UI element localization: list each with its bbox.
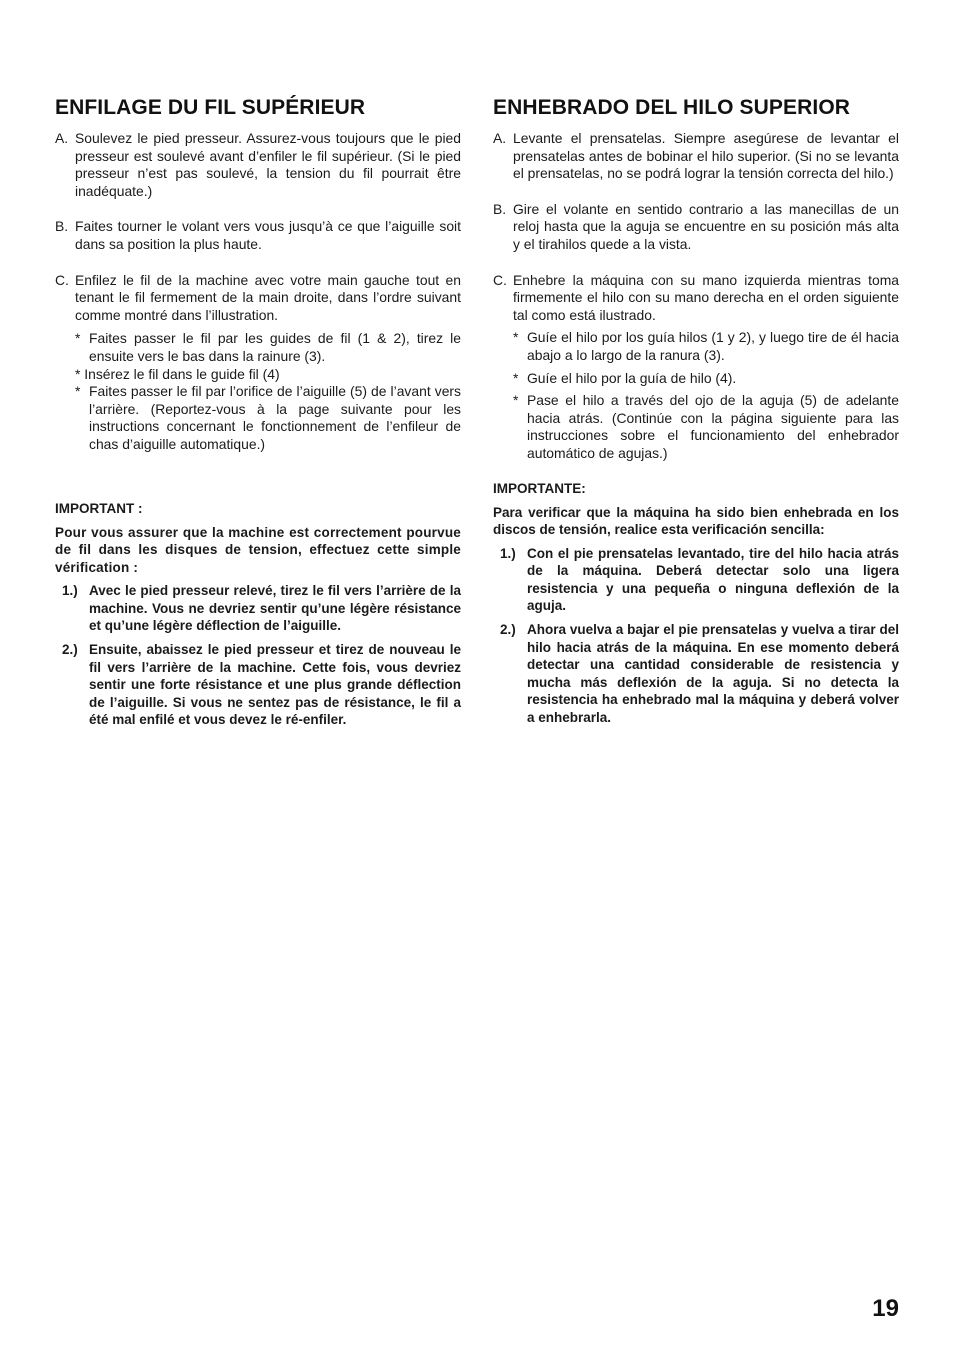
page-number: 19 bbox=[872, 1295, 899, 1322]
french-step-a: A. Soulevez le pied presseur. Assurez-vous toujours que le pied presseur est soulevé avant d’enfiler le fil supérieur. (Si le pied presseur n’est pas soulevé, la tension du fil pourrait être inadéquate.) bbox=[55, 130, 461, 199]
french-step-b: B. Faites tourner le volant vers vous jusqu’à ce que l’aiguille soit dans sa position la plus haute. bbox=[55, 218, 461, 252]
spanish-step-a: A. Levante el prensatelas. Siempre asegúrese de levantar el prensatelas antes de bobinar el hilo superior. (Si no se levanta el prensatelas, no se podrá lograr la tensión correcta del hilo.) bbox=[493, 130, 899, 182]
french-bullet-3: * Faites passer le fil par l’orifice de l’aiguille (5) de l’avant vers l’arrière. (Reportez-vous à la page suivante pour les instructions concernant le fonctionnement de l’enfileur de chas d’aiguille automatique.) bbox=[75, 383, 461, 452]
french-important-intro: Pour vous assurer que la machine est correctement pourvue de fil dans les disques de tension, effectuez cette simple vérification : bbox=[55, 524, 461, 575]
spanish-important-title: IMPORTANTE: bbox=[493, 480, 586, 496]
french-title: ENFILAGE DU FIL SUPÉRIEUR bbox=[55, 96, 366, 119]
french-check-2: 2.) Ensuite, abaissez le pied presseur et tirez de nouveau le fil vers l’arrière de la machine. Cette fois, vous devriez sentir une forte résistance et une plus grande déflection de l’aiguille. Si vous ne sentez pas de résistance, le fil a été mal enfilé et vous devez le ré-enfiler. bbox=[62, 642, 461, 728]
french-important-title: IMPORTANT : bbox=[55, 500, 143, 516]
spanish-column bbox=[493, 96, 899, 727]
spanish-check-2: 2.) Ahora vuelva a bajar el pie prensatelas y vuelva a tirar del hilo hacia atrás de la máquina. En ese momento deberá detectar una cantidad considerable de resistencia y mucha más deflexión de la aguja. Si no detecta la resistencia ha enhebrado mal la máquina y deberá volver a enhebrarla. bbox=[500, 622, 899, 726]
spanish-step-c: C. Enhebre la máquina con su mano izquierda mientras toma firmemente el hilo con su mano derecha en el orden siguiente tal como está ilustrado. bbox=[493, 271, 899, 323]
spanish-step-b: B. Gire el volante en sentido contrario a las manecillas de un reloj hasta que la aguja se encuentre en su posición más alta y el tirahilos quede a la vista. bbox=[493, 200, 899, 252]
french-bullet-1: * Faites passer le fil par les guides de fil (1 & 2), tirez le ensuite vers le bas dans la rainure (3). bbox=[75, 330, 461, 364]
spanish-check-1: 1.) Con el pie prensatelas levantado, tire del hilo hacia atrás de la máquina. Deberá detectar solo una ligera resistencia y una pequeña o ninguna deflexión de la aguja. bbox=[500, 545, 899, 614]
spanish-bullet-3: * Pase el hilo a través del ojo de la aguja (5) de adelante hacia atrás. (Continúe con la página siguiente para las instrucciones sobre el funcionamiento del enhebrador automático de agujas.) bbox=[513, 392, 899, 461]
spanish-bullet-1: * Guíe el hilo por los guía hilos (1 y 2), y luego tire de él hacia abajo a lo largo de la ranura (3). bbox=[513, 329, 899, 363]
french-column bbox=[55, 96, 461, 729]
spanish-bullet-2: * Guíe el hilo por la guía de hilo (4). bbox=[513, 369, 737, 386]
spanish-title: ENHEBRADO DEL HILO SUPERIOR bbox=[493, 96, 851, 119]
french-check-1: 1.) Avec le pied presseur relevé, tirez le fil vers l’arrière de la machine. Vous ne devriez sentir qu’une légère résistance et qu’une légère déflection de l’aiguille. bbox=[62, 583, 461, 634]
spanish-important-intro: Para verificar que la máquina ha sido bien enhebrada en los discos de tensión, realice esta verificación sencilla: bbox=[493, 504, 899, 538]
french-bullet-2: * Insérez le fil dans le guide fil (4) bbox=[75, 365, 280, 382]
french-step-c: C. Enfilez le fil de la machine avec votre main gauche tout en tenant le fil fermement de la main droite, dans l’ordre suivant comme montré dans l’illustration. bbox=[55, 271, 461, 323]
